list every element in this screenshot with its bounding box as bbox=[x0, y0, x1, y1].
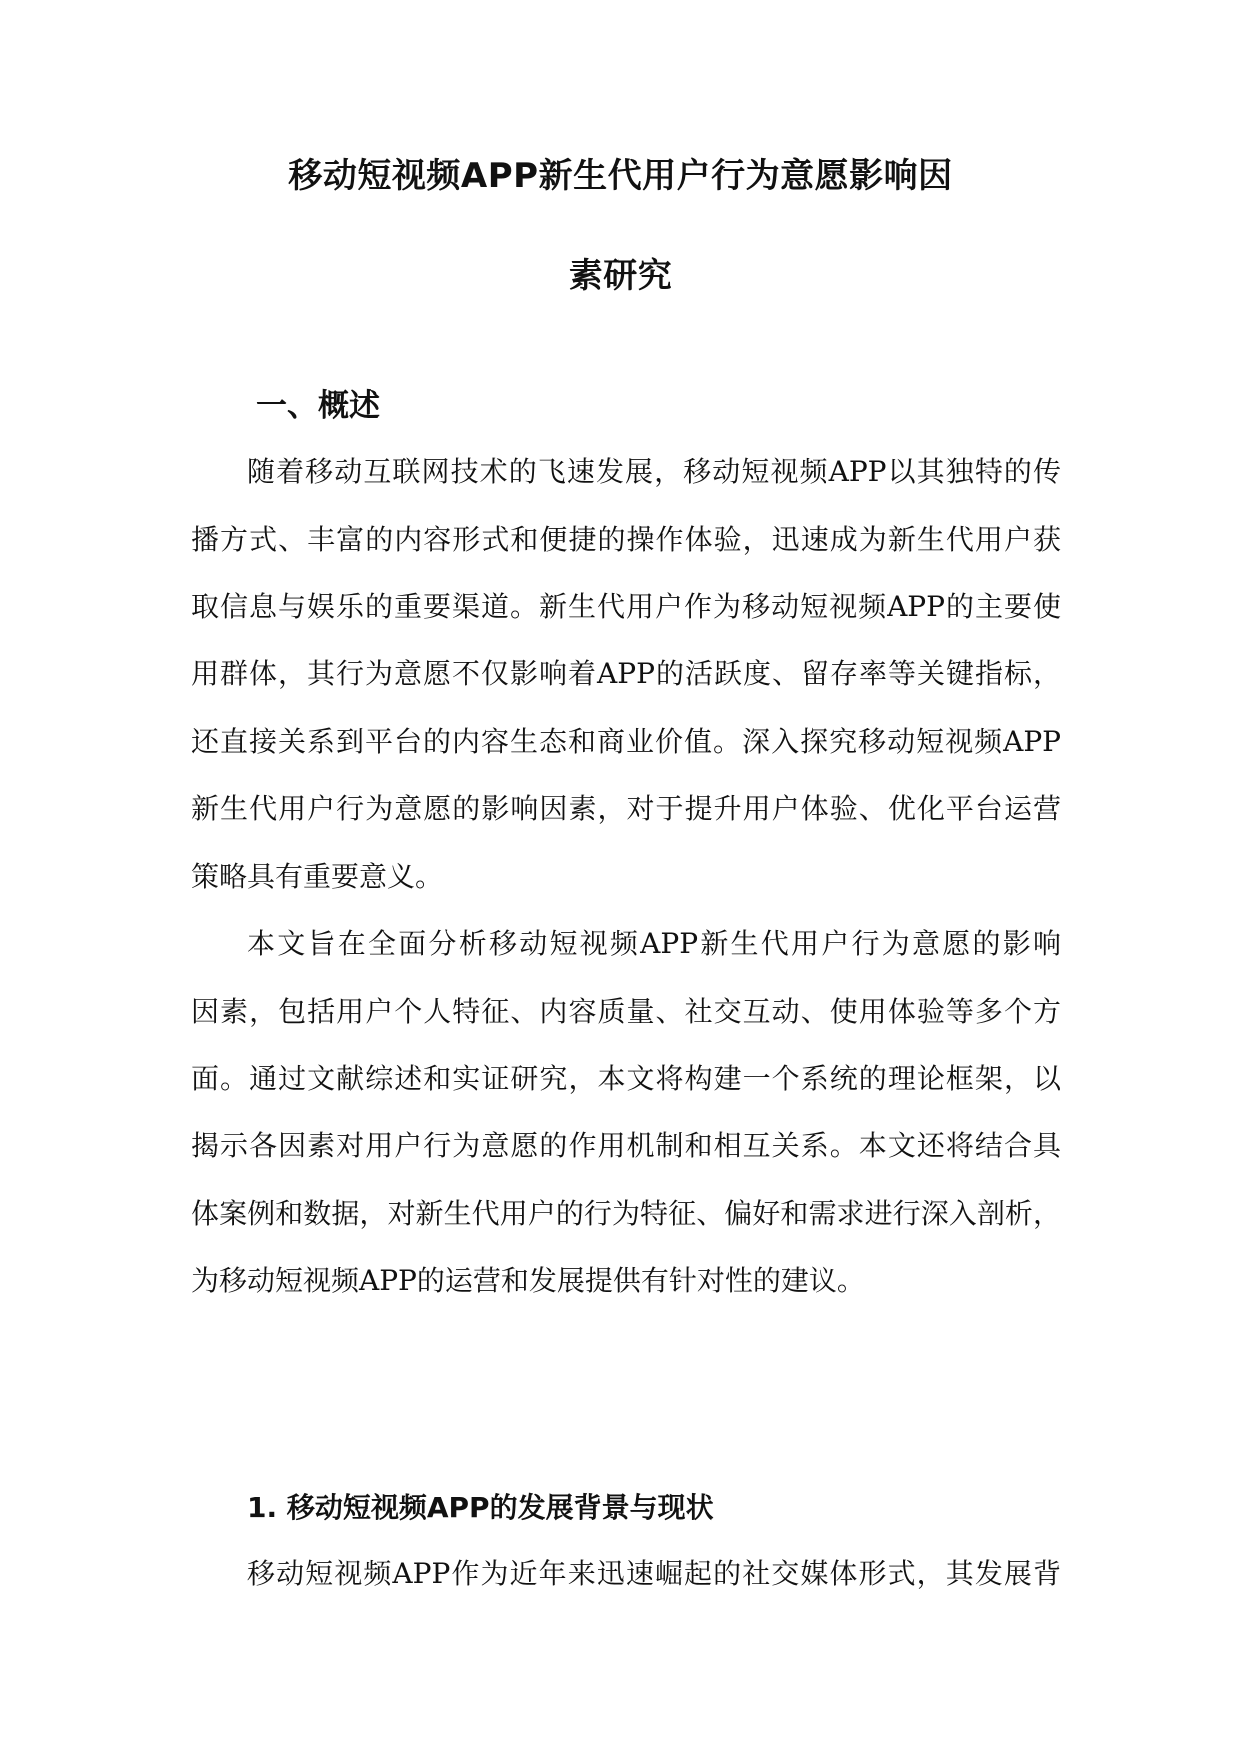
document-title-line-2: 素研究 bbox=[568, 256, 673, 296]
paragraph-2-line: 揭示各因素对用户行为意愿的作用机制和相互关系。本文还将结合具 bbox=[191, 1129, 1061, 1162]
paragraph-1-line: 随着移动互联网技术的飞速发展，移动短视频APP以其独特的传 bbox=[247, 455, 1061, 488]
paragraph-1-line: 用群体，其行为意愿不仅影响着APP的活跃度、留存率等关键指标， bbox=[191, 657, 1061, 690]
paragraph-2-line: 体案例和数据，对新生代用户的行为特征、偏好和需求进行深入剖析， bbox=[191, 1197, 1061, 1230]
paragraph-1-line: 新生代用户行为意愿的影响因素，对于提升用户体验、优化平台运营 bbox=[191, 792, 1061, 825]
paragraph-2-line: 面。通过文献综述和实证研究，本文将构建一个系统的理论框架，以 bbox=[191, 1062, 1061, 1095]
paragraph-2-line: 本文旨在全面分析移动短视频APP新生代用户行为意愿的影响 bbox=[247, 927, 1061, 960]
document-title-line-1: 移动短视频APP新生代用户行为意愿影响因 bbox=[288, 156, 953, 196]
paragraph-1-line: 还直接关系到平台的内容生态和商业价值。深入探究移动短视频APP bbox=[191, 725, 1061, 758]
paragraph-1-line: 播方式、丰富的内容形式和便捷的操作体验，迅速成为新生代用户获 bbox=[191, 523, 1061, 556]
paragraph-3-line: 移动短视频APP作为近年来迅速崛起的社交媒体形式，其发展背 bbox=[247, 1557, 1061, 1590]
paragraph-1-line: 取信息与娱乐的重要渠道。新生代用户作为移动短视频APP的主要使 bbox=[191, 590, 1061, 623]
paragraph-2-line: 因素，包括用户个人特征、内容质量、社交互动、使用体验等多个方 bbox=[191, 995, 1061, 1028]
paragraph-2-line: 为移动短视频APP的运营和发展提供有针对性的建议。 bbox=[191, 1264, 865, 1297]
subsection-heading-development-background: 1. 移动短视频APP的发展背景与现状 bbox=[247, 1491, 714, 1524]
paragraph-1-line: 策略具有重要意义。 bbox=[191, 860, 444, 893]
section-heading-overview: 一、概述 bbox=[256, 388, 380, 424]
